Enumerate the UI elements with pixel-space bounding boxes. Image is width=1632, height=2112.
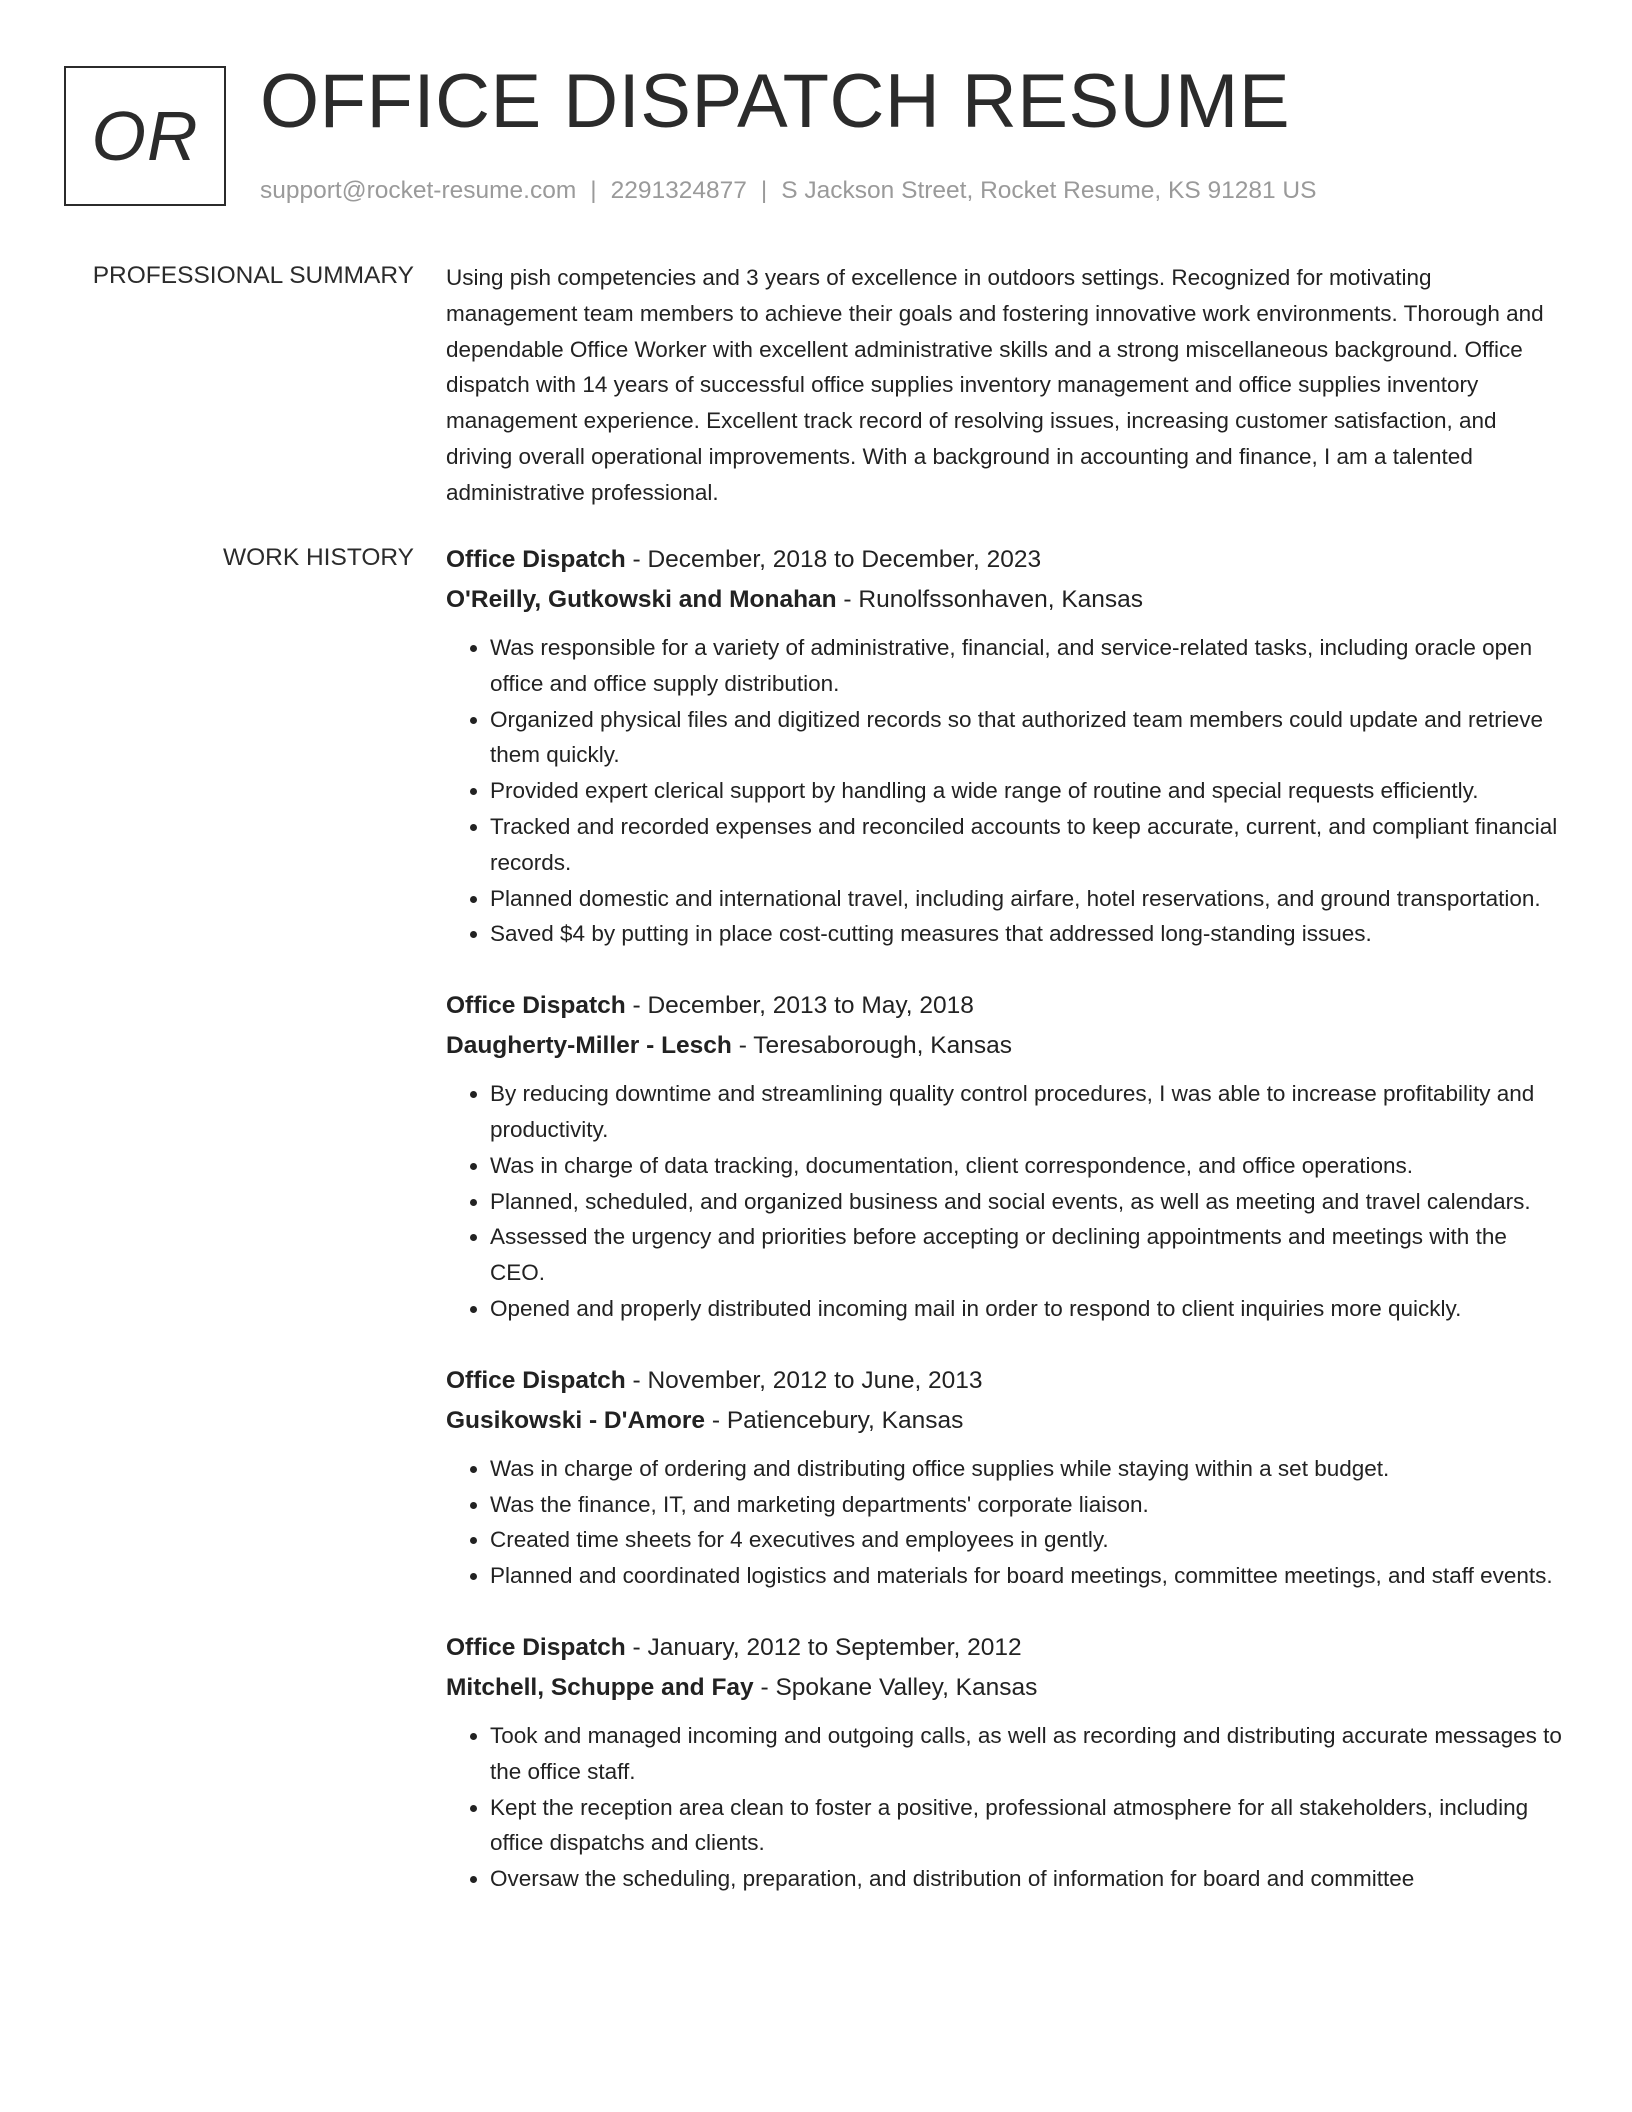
- contact-separator: |: [590, 177, 597, 204]
- job-bullet: • Oversaw the scheduling, preparation, and distribution of information for board and committee: [490, 1861, 1566, 1897]
- job-bullet: • Was the finance, IT, and marketing departments' corporate liaison.: [490, 1487, 1566, 1523]
- work-history-heading: WORK HISTORY: [222, 544, 414, 571]
- job-company: Gusikowski - D'Amore: [446, 1406, 706, 1434]
- job-bullet: • Created time sheets for 4 executives and employees in gently.: [490, 1522, 1566, 1558]
- job-title: Office Dispatch: [446, 1633, 626, 1661]
- job-bullet: • Was in charge of ordering and distributing office supplies while staying within a set budget.: [490, 1451, 1566, 1487]
- job-company: O'Reilly, Gutkowski and Monahan: [446, 586, 837, 613]
- job-entry: [446, 1361, 1566, 1594]
- job-dates: - January, 2012 to September, 2012: [625, 1633, 1022, 1661]
- summary-heading: PROFESSIONAL SUMMARY: [92, 262, 414, 289]
- job-dates: - December, 2018 to December, 2023: [625, 546, 1042, 573]
- job-bullet: • By reducing downtime and streamlining quality control procedures, I was able to increase profitability and productivity.: [490, 1076, 1566, 1148]
- summary-body: [446, 260, 1566, 511]
- job-bullet-list: [446, 1451, 1566, 1594]
- job-company-line: [446, 580, 1566, 620]
- contact-address: S Jackson Street, Rocket Resume, KS 91281 US: [781, 177, 1317, 204]
- job-bullet: • Took and managed incoming and outgoing calls, as well as recording and distributing accurate messages to the office staff.: [490, 1718, 1566, 1790]
- job-company-line: [446, 1401, 1566, 1441]
- summary-text: Using pish competencies and 3 years of excellence in outdoors settings. Recognized for motivating management team members to achieve their goals and fostering innovative work environments. Thorough and dependable Office Worker with excellent administrative skills and a strong miscellaneous background. Office dispatch with 14 years of successful office supplies inventory management and office supplies inventory management experience. Excellent track record of resolving issues, increasing customer satisfaction, and driving overall operational improvements. With a background in accounting and finance, I am a talented administrative professional.: [446, 265, 1544, 505]
- job-location: - Runolfssonhaven, Kansas: [836, 586, 1144, 613]
- job-bullet: • Planned domestic and international travel, including airfare, hotel reservations, and ground transportation.: [490, 881, 1566, 917]
- job-title: Office Dispatch: [446, 1366, 626, 1394]
- page-title: OFFICE DISPATCH RESUME: [260, 59, 1291, 144]
- job-bullet: • Opened and properly distributed incoming mail in order to respond to client inquiries more quickly.: [490, 1291, 1566, 1327]
- job-bullet: • Planned and coordinated logistics and materials for board meetings, committee meetings, and staff events.: [490, 1558, 1566, 1594]
- job-location: - Patiencebury, Kansas: [705, 1406, 964, 1434]
- job-title-line: [446, 986, 1566, 1026]
- job-bullet-list: [446, 1718, 1566, 1897]
- job-location: - Spokane Valley, Kansas: [753, 1673, 1038, 1701]
- job-bullet: • Was in charge of data tracking, documentation, client correspondence, and office operations.: [490, 1148, 1566, 1184]
- job-bullet: • Planned, scheduled, and organized business and social events, as well as meeting and travel calendars.: [490, 1184, 1566, 1220]
- job-company: Daugherty-Miller - Lesch: [446, 1032, 732, 1060]
- job-company-line: [446, 1026, 1566, 1066]
- job-bullet: • Assessed the urgency and priorities before accepting or declining appointments and meetings with the CEO.: [490, 1219, 1566, 1291]
- work-history-body: [446, 540, 1566, 1931]
- job-company: Mitchell, Schuppe and Fay: [446, 1673, 754, 1701]
- job-bullet: • Kept the reception area clean to foster a positive, professional atmosphere for all stakeholders, including office dispatchs and clients.: [490, 1790, 1566, 1862]
- job-title-line: [446, 1628, 1566, 1668]
- job-bullet: • Provided expert clerical support by handling a wide range of routine and special requests efficiently.: [490, 773, 1566, 809]
- job-bullet: • Organized physical files and digitized records so that authorized team members could update and retrieve them quickly.: [490, 702, 1566, 774]
- job-bullet: • Was responsible for a variety of administrative, financial, and service-related tasks, including oracle open office and office supply distribution.: [490, 630, 1566, 702]
- job-location: - Teresaborough, Kansas: [731, 1032, 1013, 1060]
- job-dates: - November, 2012 to June, 2013: [625, 1366, 983, 1394]
- job-entry: [446, 986, 1566, 1327]
- job-title-line: [446, 540, 1566, 580]
- contact-phone: 2291324877: [610, 177, 747, 204]
- job-title: Office Dispatch: [446, 546, 626, 573]
- contact-separator: |: [760, 177, 768, 204]
- job-title: Office Dispatch: [446, 992, 626, 1020]
- contact-email: support@rocket-resume.com: [260, 177, 577, 204]
- job-bullet: • Tracked and recorded expenses and reconciled accounts to keep accurate, current, and compliant financial records.: [490, 809, 1566, 881]
- job-dates: - December, 2013 to May, 2018: [625, 992, 974, 1020]
- job-bullet-list: [446, 630, 1566, 952]
- job-entry: [446, 1628, 1566, 1897]
- contact-line: [260, 174, 1316, 208]
- job-bullet-list: [446, 1076, 1566, 1327]
- job-entry: [446, 540, 1566, 952]
- job-company-line: [446, 1668, 1566, 1708]
- monogram-badge: OR: [64, 66, 226, 206]
- job-bullet: • Saved $4 by putting in place cost-cutting measures that addressed long-standing issues.: [490, 916, 1566, 952]
- job-title-line: [446, 1361, 1566, 1401]
